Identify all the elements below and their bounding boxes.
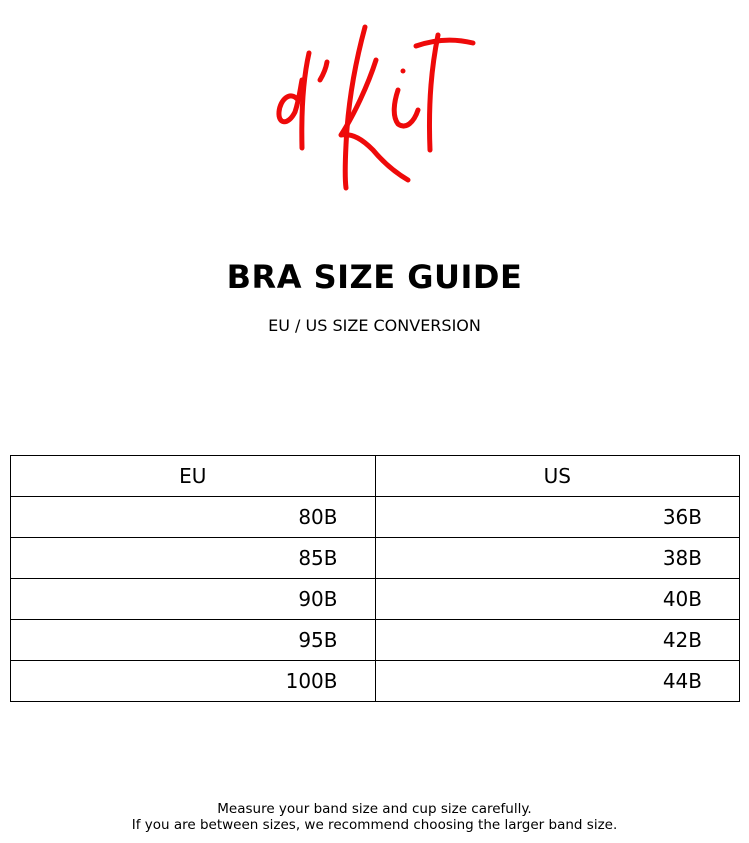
us-size-cell: 38B bbox=[375, 538, 740, 579]
eu-size-cell: 85B bbox=[11, 538, 376, 579]
brand-logo bbox=[268, 20, 483, 200]
us-size-cell: 36B bbox=[375, 497, 740, 538]
table-row bbox=[11, 538, 740, 579]
size-conversion-table bbox=[10, 455, 740, 702]
footnote bbox=[0, 801, 749, 833]
page-title: BRA SIZE GUIDE bbox=[226, 258, 523, 296]
table-row bbox=[11, 661, 740, 702]
column-header-us: US bbox=[375, 456, 740, 497]
footnote-line-1: Measure your band size and cup size carefully. bbox=[217, 801, 532, 817]
column-header-eu: EU bbox=[11, 456, 376, 497]
table-row bbox=[11, 497, 740, 538]
eu-size-cell: 80B bbox=[11, 497, 376, 538]
table-row bbox=[11, 620, 740, 661]
table-header-row bbox=[11, 456, 740, 497]
table-row bbox=[11, 579, 740, 620]
eu-size-cell: 95B bbox=[11, 620, 376, 661]
us-size-cell: 44B bbox=[375, 661, 740, 702]
us-size-cell: 42B bbox=[375, 620, 740, 661]
us-size-cell: 40B bbox=[375, 579, 740, 620]
eu-size-cell: 100B bbox=[11, 661, 376, 702]
footnote-line-2: If you are between sizes, we recommend choosing the larger band size. bbox=[131, 817, 618, 833]
eu-size-cell: 90B bbox=[11, 579, 376, 620]
page-subtitle: EU / US SIZE CONVERSION bbox=[268, 316, 481, 335]
